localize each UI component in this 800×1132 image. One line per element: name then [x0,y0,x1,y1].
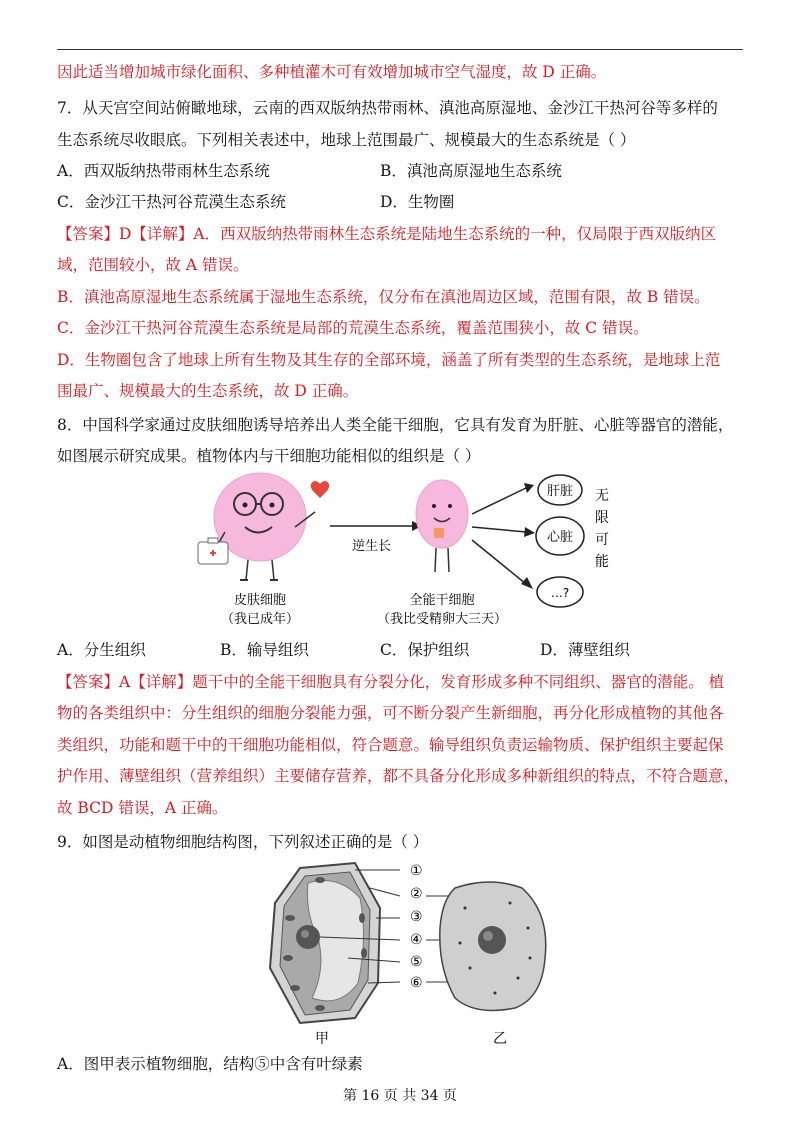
label-3: ③ [410,909,423,925]
label-1: ① [410,863,423,879]
q8-answer-line5: 故 BCD 错误，A 正确。 [57,799,228,817]
q7-stem-line1: 7．从天宫空间站俯瞰地球，云南的西双版纳热带雨林、滇池高原湿地、金沙江干热河谷等多样的 [57,99,718,117]
label-4: ④ [410,932,423,948]
q9-option-a: A．图甲表示植物细胞，结构⑤中含有叶绿素 [57,1055,363,1073]
q7-option-b: B．滇池高原湿地生态系统 [380,162,562,180]
q8-answer-line1: 【答案】A【详解】题干中的全能干细胞具有分裂分化，发育形成多种不同组织、器官的潜能。 植 [57,673,725,691]
q7-answer-line5: D．生物圈包含了地球上所有生物及其生存的全部环境，涵盖了所有类型的生态系统，是地球上范 [57,351,721,369]
header-rule [57,49,743,50]
q8-stem-line1: 8．中国科学家通过皮肤细胞诱导培养出人类全能干细胞，它具有发育为肝脏、心脏等器官的潜能， [57,416,734,434]
q8-option-a: A．分生组织 [57,641,146,659]
stem-cell-figure [190,472,630,632]
stem-cell-caption: 全能干细胞 [409,593,475,608]
q7-option-c: C．金沙江干热河谷荒漠生态系统 [57,193,286,211]
unknown-label: …? [550,586,570,600]
cell-structure-figure [260,858,560,1048]
animal-cell-illustration [440,882,546,1010]
previous-answer-line: 因此适当增加城市绿化面积、多种植灌木可有效增加城市空气湿度，故 D 正确。 [57,63,607,81]
side-text-3: 可 [595,532,609,548]
side-text-4: 能 [595,554,609,570]
q8-option-b: B．输导组织 [220,641,309,659]
q7-answer-line3: B．滇池高原湿地生态系统属于湿地生态系统，仅分布在滇池周边区域，范围有限，故 B 错误。 [57,288,710,306]
q7-answer-line2: 域，范围较小，故 A 错误。 [57,256,249,274]
label-5: ⑤ [410,954,423,970]
q8-answer-line3: 类组织，功能和题干中的干细胞功能相似，符合题意。输导组织负责运输物质、保护组织主要起保 [57,736,724,754]
skin-cell-illustration [198,473,329,580]
reverse-growth-label: 逆生长 [352,539,392,554]
q7-stem-line2: 生态系统尽收眼底。下列相关表述中，地球上范围最广、规模最大的生态系统是（ ） [57,131,636,149]
q8-option-d: D．薄壁组织 [540,641,630,659]
plant-cell-illustration [270,863,380,1023]
skin-cell-subcaption: （我已成年） [220,612,300,627]
stem-cell-illustration [416,480,468,572]
heart-label: 心脏 [546,530,574,545]
page-footer: 第 16 页 共 34 页 [343,1088,457,1104]
q7-answer-line6: 围最广、规模最大的生态系统，故 D 正确。 [57,382,359,400]
label-2: ② [410,886,423,902]
q7-answer-line4: C．金沙江干热河谷荒漠生态系统是局部的荒漠生态系统，覆盖范围狭小，故 C 错误。 [57,319,649,337]
q7-answer-line1: 【答案】D【详解】A．西双版纳热带雨林生态系统是陆地生态系统的一种，仅局限于西双版纳区 [57,225,717,243]
q8-answer-line2: 物的各类组织中：分生组织的细胞分裂能力强，可不断分裂产生新细胞，再分化形成植物的其他各 [57,704,724,722]
q7-option-a: A．西双版纳热带雨林生态系统 [57,162,270,180]
side-text-1: 无 [595,488,609,504]
q8-answer-line4: 护作用、薄壁组织（营养组织）主要储存营养，都不具备分化形成多种新组织的特点，不符合题意， [57,767,740,785]
liver-label: 肝脏 [546,484,574,499]
q9-stem: 9．如图是动植物细胞结构图，下列叙述正确的是（ ） [57,833,429,851]
q7-option-d: D．生物圈 [380,193,455,211]
stem-cell-subcaption: （我比受精卵大三天） [376,612,508,627]
q8-option-c: C．保护组织 [380,641,470,659]
plant-cell-caption: 甲 [315,1031,329,1047]
animal-cell-caption: 乙 [493,1031,507,1047]
q8-stem-line2: 如图展示研究成果。植物体内与干细胞功能相似的组织是（ ） [57,447,481,465]
label-6: ⑥ [410,975,423,991]
skin-cell-caption: 皮肤细胞 [233,593,287,608]
side-text-2: 限 [595,510,609,526]
